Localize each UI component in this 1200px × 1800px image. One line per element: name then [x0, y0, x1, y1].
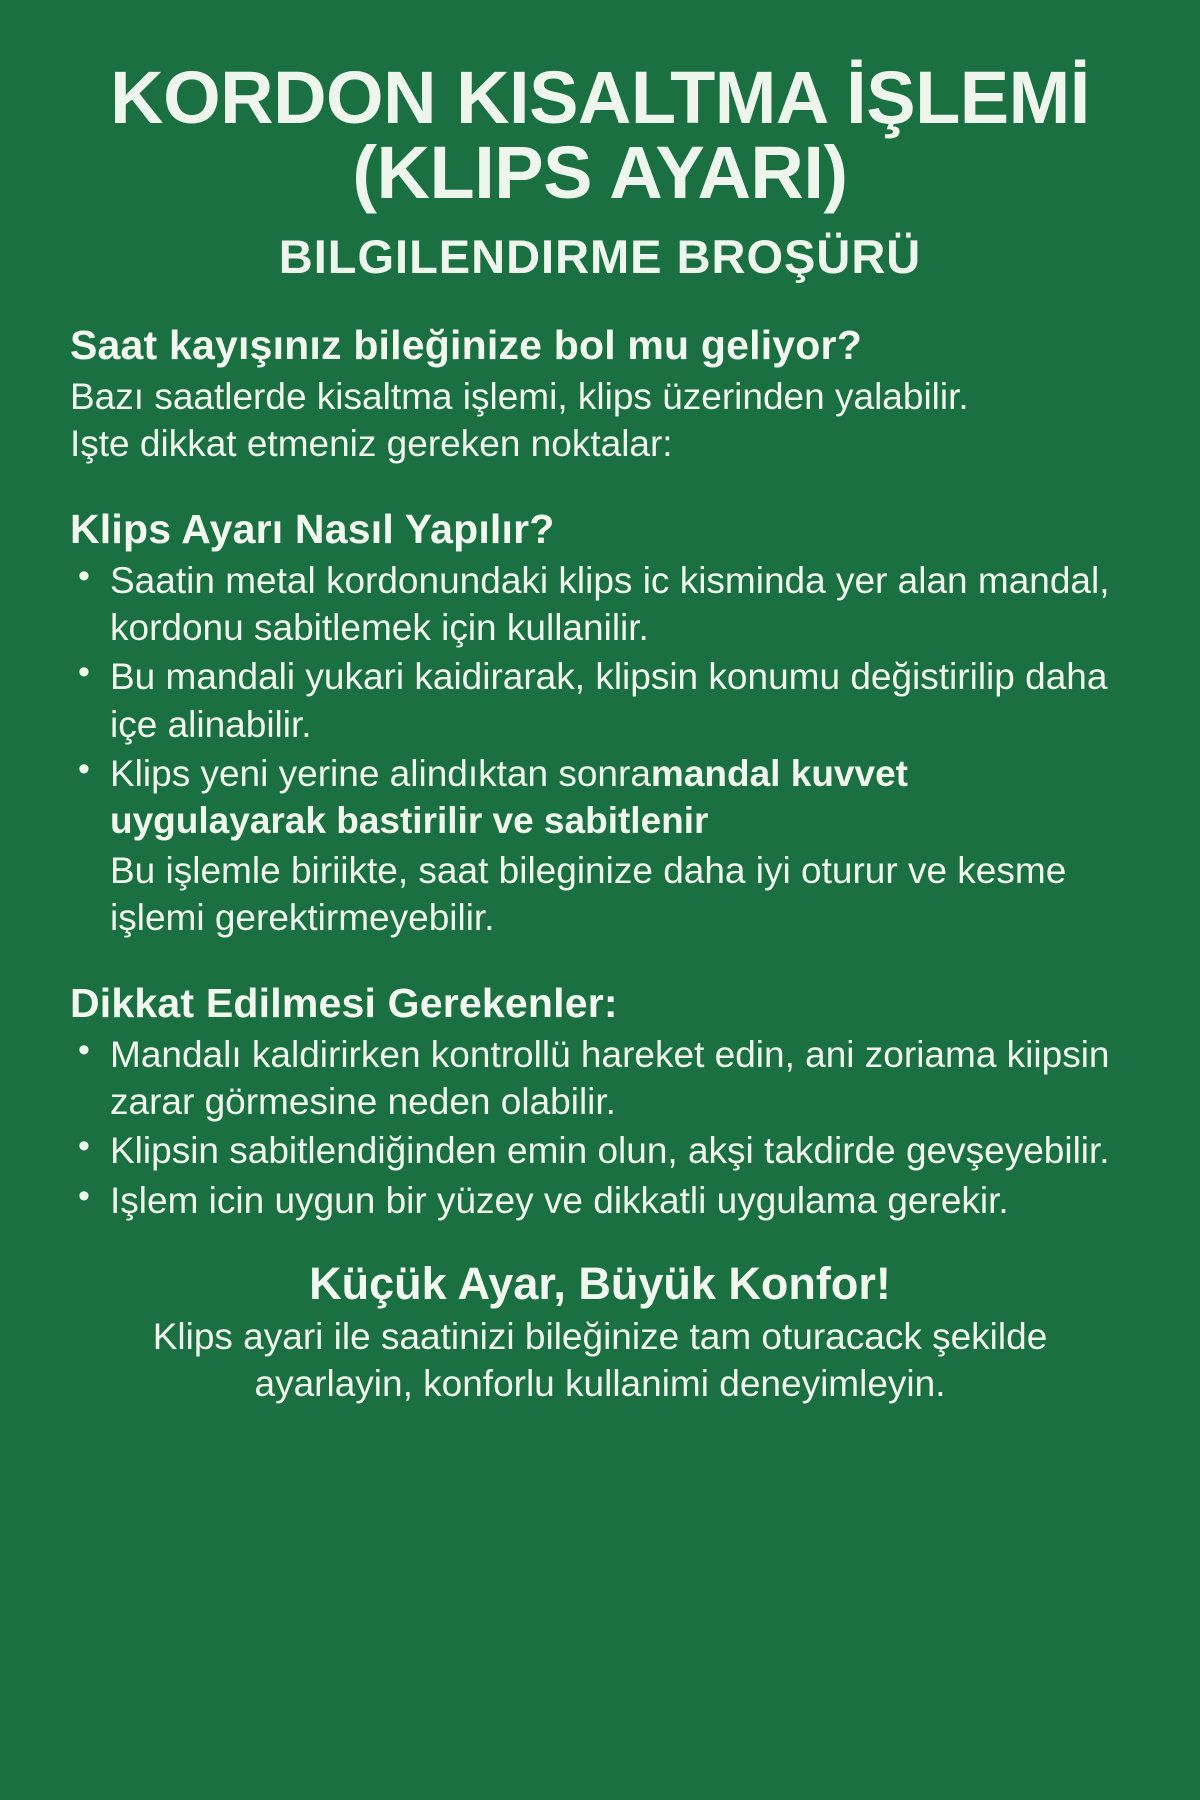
- header-block: [70, 56, 1130, 284]
- how-to-section: [70, 506, 1130, 942]
- how-to-bullet-3-bold: mandal kuvvet uygulayarak bastirilir ve sabitlenir: [110, 753, 908, 842]
- intro-heading: Saat kayışınız bileğinize bol mu geliyor?: [70, 321, 862, 368]
- page-title: [70, 56, 1130, 215]
- list-item: • Saatin metal kordonundaki klips ic kisminda yer alan mandal, kordonu sabitlemek için kullanilir.: [70, 557, 1130, 652]
- closing-section: [70, 1258, 1130, 1407]
- how-to-heading: Klips Ayarı Nasıl Yapılır?: [70, 505, 555, 552]
- closing-title: Küçük Ayar, Büyük Konfor!: [309, 1257, 891, 1309]
- intro-line-2: Işte dikkat etmeniz gereken noktalar:: [70, 423, 673, 465]
- intro-line-1: Bazı saatlerde kisaltma işlemi, klips üzerinden yalabilir.: [70, 375, 969, 417]
- how-to-list: [70, 557, 1130, 942]
- closing-line-1: Klips ayari ile saatinizi bileğinize tam oturacack şekilde: [152, 1315, 1048, 1357]
- warnings-heading: Dikkat Edilmesi Gerekenler:: [70, 979, 618, 1026]
- intro-section: [70, 322, 1130, 468]
- how-to-bullet-3-prefix: Klips yeni yerine alindıktan sonra: [110, 753, 651, 795]
- page-title-line-1: KORDON KISALTMA İŞLEMİ: [110, 56, 1090, 139]
- how-to-bullet-3-note: Bu işlemle biriikte, saat bileginize daha iyi oturur ve kesme işlemi gerektirmeyebilir.: [110, 849, 1067, 939]
- warnings-list: [70, 1031, 1130, 1224]
- list-item: [70, 750, 1130, 941]
- closing-line-2: ayarlayin, konforlu kullanimi deneyimleyin.: [254, 1362, 946, 1404]
- warnings-section: [70, 980, 1130, 1224]
- list-item: • Mandalı kaldirirken kontrollü hareket edin, ani zoriama kiipsin zarar görmesine neden olabilir.: [70, 1031, 1130, 1126]
- list-item: • Klipsin sabitlendiğinden emin olun, akşi takdirde gevşeyebilir.: [70, 1127, 1130, 1174]
- list-item: • Işlem icin uygun bir yüzey ve dikkatli uygulama gerekir.: [70, 1177, 1130, 1224]
- page-title-line-2: (KLIPS AYARI): [352, 131, 848, 215]
- list-item: • Bu mandali yukari kaidirarak, klipsin konumu değistirilip daha içe alinabilir.: [70, 653, 1130, 748]
- page-subtitle: BILGILENDIRME BROŞÜRÜ: [278, 229, 922, 283]
